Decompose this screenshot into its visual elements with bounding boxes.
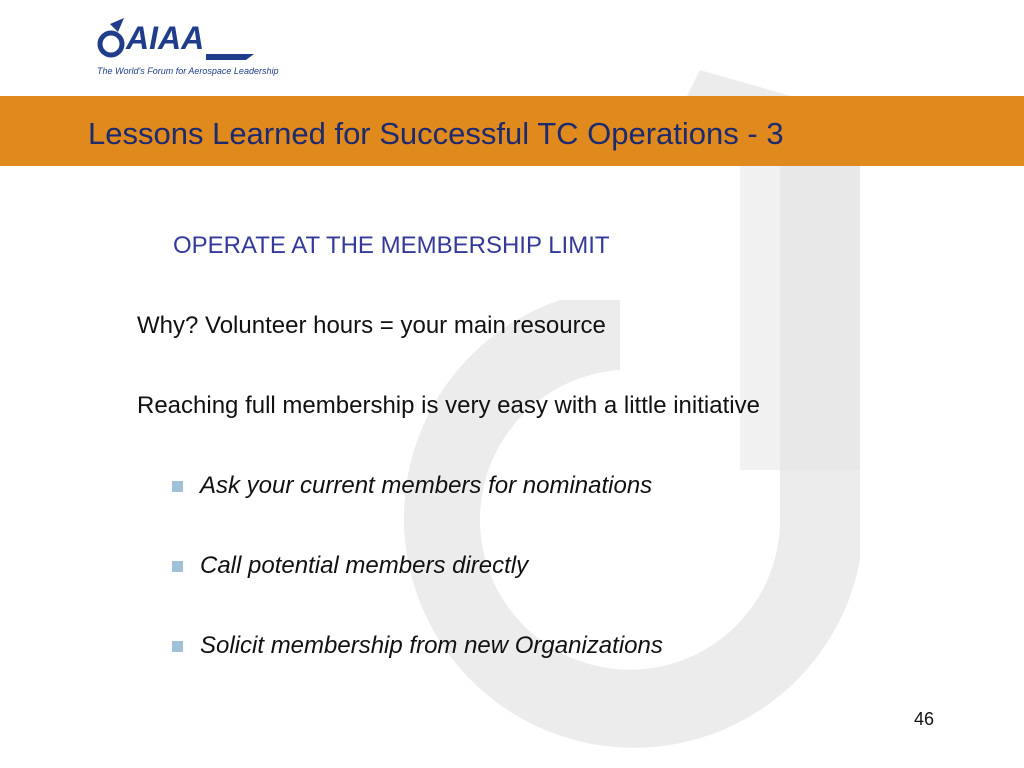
list-item: [172, 472, 652, 500]
bullet-text: Solicit membership from new Organizations: [200, 632, 663, 659]
list-item: [172, 632, 663, 660]
list-item: [172, 552, 528, 580]
section-heading: OPERATE AT THE MEMBERSHIP LIMIT: [173, 232, 610, 259]
square-bullet-icon: [172, 641, 183, 652]
body-line-membership: Reaching full membership is very easy with a little initiative: [137, 392, 760, 419]
body-line-why: Why? Volunteer hours = your main resource: [137, 312, 606, 339]
logo-wordmark: AIAA: [126, 20, 205, 56]
logo-tagline: The World's Forum for Aerospace Leadership: [97, 66, 279, 76]
square-bullet-icon: [172, 561, 183, 572]
slide-title: Lessons Learned for Successful TC Operations - 3: [88, 116, 784, 151]
square-bullet-icon: [172, 481, 183, 492]
bullet-text: Ask your current members for nominations: [200, 472, 653, 499]
bullet-text: Call potential members directly: [200, 552, 529, 579]
page-number: 46: [914, 709, 935, 729]
